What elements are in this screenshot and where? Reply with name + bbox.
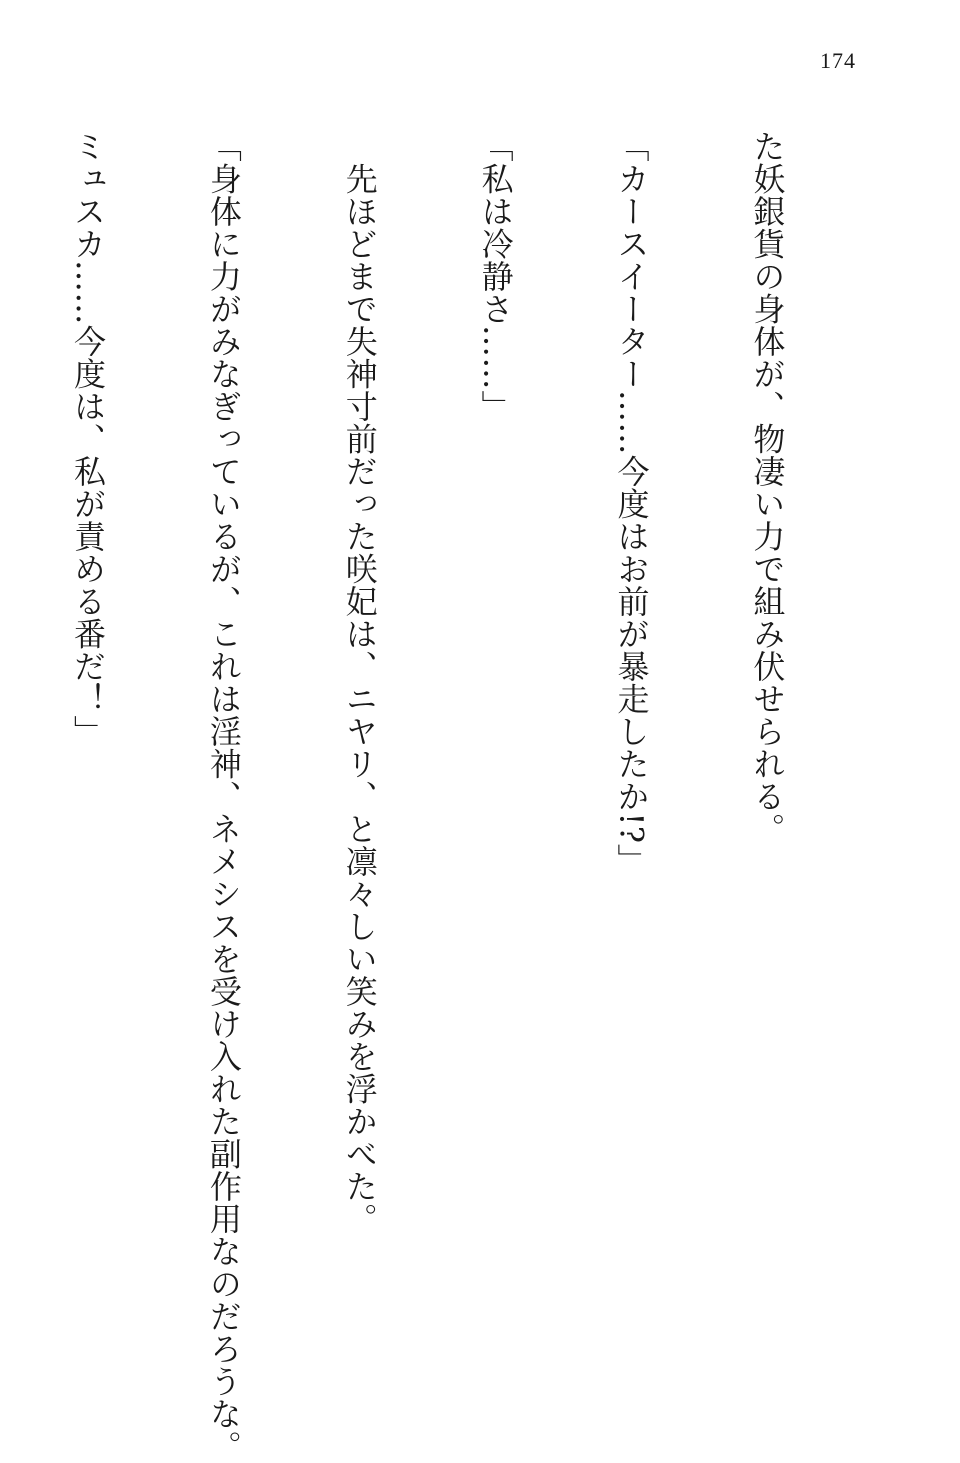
text-line: 「カースイーター……今度はお前が暴走したか!?」 bbox=[612, 130, 651, 877]
text-line: 「身体に力がみなぎっているが、これは淫神、ネメシスを受け入れた副作用なのだろうな。 bbox=[204, 130, 243, 1463]
vertical-text-body bbox=[0, 130, 880, 1463]
text-line: た妖銀貨の身体が、物凄い力で組み伏せられる。 bbox=[748, 130, 787, 845]
text-line: ミュスカ……今度は、私が責める番だ！」 bbox=[68, 130, 107, 748]
text-line: 「私は冷静さ……」 bbox=[476, 130, 515, 423]
text-line: 先ほどまで失神寸前だった咲妃は、ニヤリ、と凛々しい笑みを浮かべた。 bbox=[340, 130, 379, 1235]
page-number: 174 bbox=[820, 48, 856, 73]
